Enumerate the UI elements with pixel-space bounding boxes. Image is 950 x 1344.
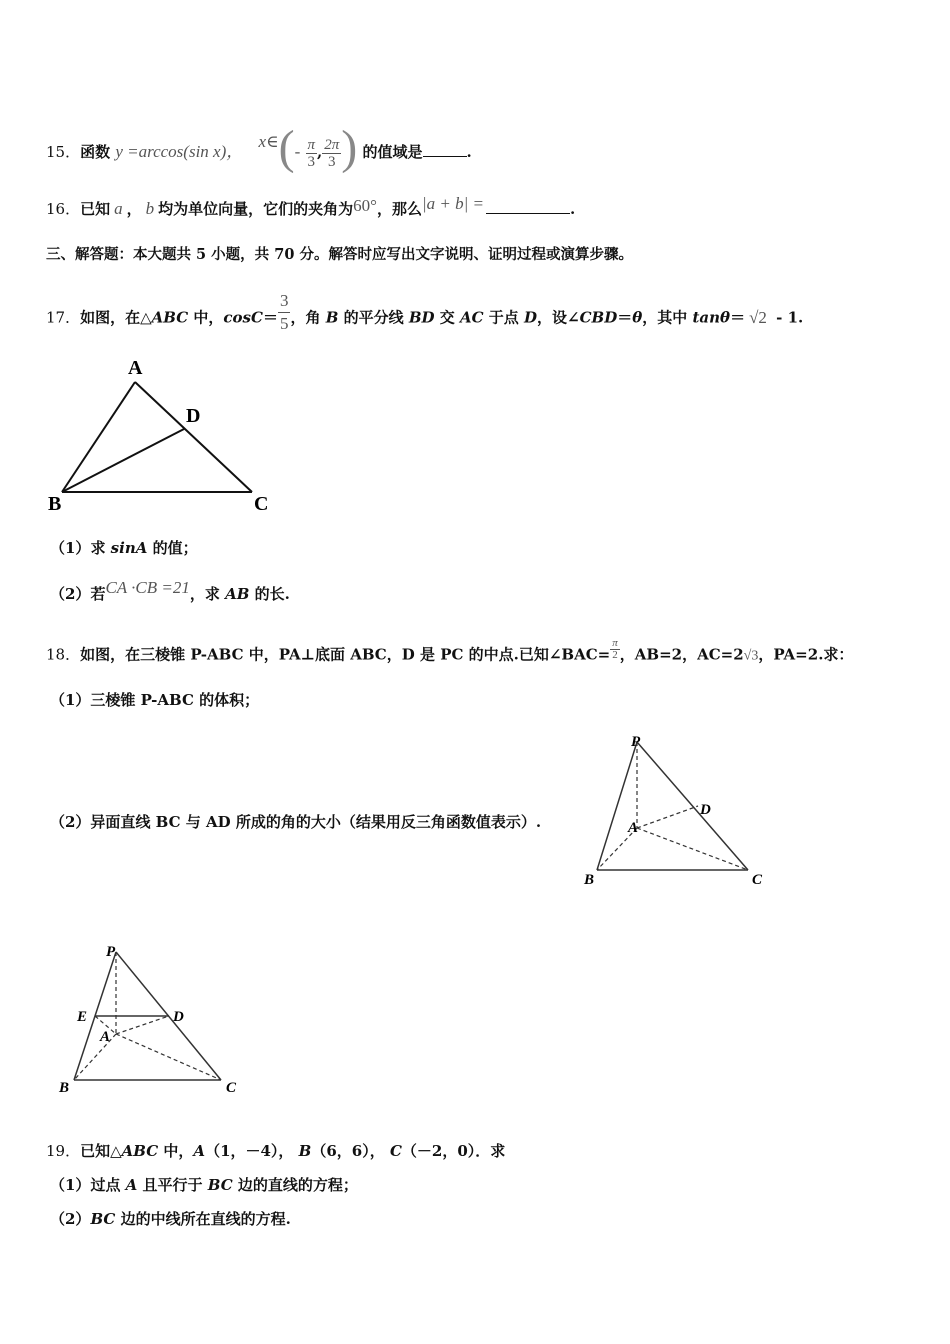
question-17: 17．如图，在△ABC 中，cosC＝ $\frac{3}{5}$ ，角 B 的平分线 BD 交 AC 于点 D，设∠CBD＝θ，其中 tanθ＝ √2 - 1. (46, 291, 804, 333)
function-expression: y =arccos(sin x)， (115, 142, 244, 161)
question-18: 18．如图，在三棱锥 P-ABC 中，PA⊥底面 ABC，D 是 PC 的中点.已知∠BAC= $\frac{\pi}{2}$ ，AB=2，AC=2√3，PA=2.求： (46, 637, 854, 664)
q18-part-2: （2）异面直线 BC 与 AD 所成的角的大小（结果用反三角函数值表示）. (50, 813, 542, 831)
triangle-figure (40, 350, 280, 520)
label-A: A (628, 820, 639, 836)
answer-blank (486, 199, 570, 214)
label-P: P (106, 944, 116, 960)
label-D: D (173, 1009, 184, 1025)
angle-fraction: $\frac{\pi}{2}$ (612, 637, 618, 661)
q17-part-1: （1）求 sinA 的值； (50, 539, 198, 557)
question-number: 19． (46, 1142, 81, 1160)
vertex-D-label: D (186, 405, 201, 427)
side-AC (135, 382, 252, 492)
label-P: P (631, 734, 641, 750)
answer-blank (423, 142, 467, 157)
label-A: A (100, 1029, 111, 1045)
fraction-lower: $\frac{\pi}{3}$ (307, 136, 316, 170)
q17-part-2: （2）若CA ·CB =21，求 AB 的长. (50, 578, 290, 603)
question-number: 18． (46, 645, 81, 664)
domain-interval: ( (278, 121, 295, 174)
vertex-B-label: B (48, 493, 62, 515)
question-19: 19．已知△ABC 中，A（1，－4）， B（6，6）， C（－2，0）．求 (46, 1142, 506, 1160)
question-number: 17． (46, 308, 81, 327)
domain-expression: x∈ (258, 132, 279, 151)
question-number: 15． (46, 143, 81, 161)
dot-product-expression: CA ·CB =21 (105, 578, 190, 597)
vertex-A-label: A (128, 357, 143, 379)
fraction-upper: $\frac{2\pi}{3}$ (324, 136, 340, 170)
q19-part-1: （1）过点 A 且平行于 BC 边的直线的方程； (50, 1176, 358, 1194)
sqrt-three: √3 (743, 648, 759, 664)
vertex-C-label: C (254, 493, 269, 515)
label-B: B (584, 872, 595, 888)
segment-BD (62, 429, 184, 492)
vector-sum-expression: |a + b| = (421, 194, 485, 213)
question-16: 16．已知 a ， b 均为单位向量，它们的夹角为60°，那么|a + b| = . (46, 194, 576, 218)
question-15: 15．函数 y =arccos(sin x)， x∈(- $\frac{\pi}{3}$ , $\frac{2\pi}{3}$ ) 的值域是 . (46, 121, 472, 174)
pyramid-figure-1 (580, 730, 780, 895)
label-B: B (59, 1080, 70, 1096)
cos-fraction: $\frac{3}{5}$ (279, 291, 289, 333)
side-AB (62, 382, 135, 492)
question-number: 16． (46, 200, 81, 218)
label-E: E (77, 1009, 88, 1025)
label-C: C (752, 872, 763, 888)
section-heading: 三、解答题：本大题共 5 小题，共 70 分。解答时应写出文字说明、证明过程或演算步骤。 (46, 246, 633, 263)
q19-part-2: （2）BC 边的中线所在直线的方程. (50, 1210, 291, 1228)
pyramid-figure-2 (55, 940, 255, 1100)
q18-part-1: （1）三棱锥 P-ABC 的体积； (50, 691, 260, 709)
angle-value: 60° (353, 196, 377, 215)
sqrt-two: √2 (749, 307, 767, 327)
label-C: C (226, 1080, 237, 1096)
label-D: D (700, 802, 711, 818)
